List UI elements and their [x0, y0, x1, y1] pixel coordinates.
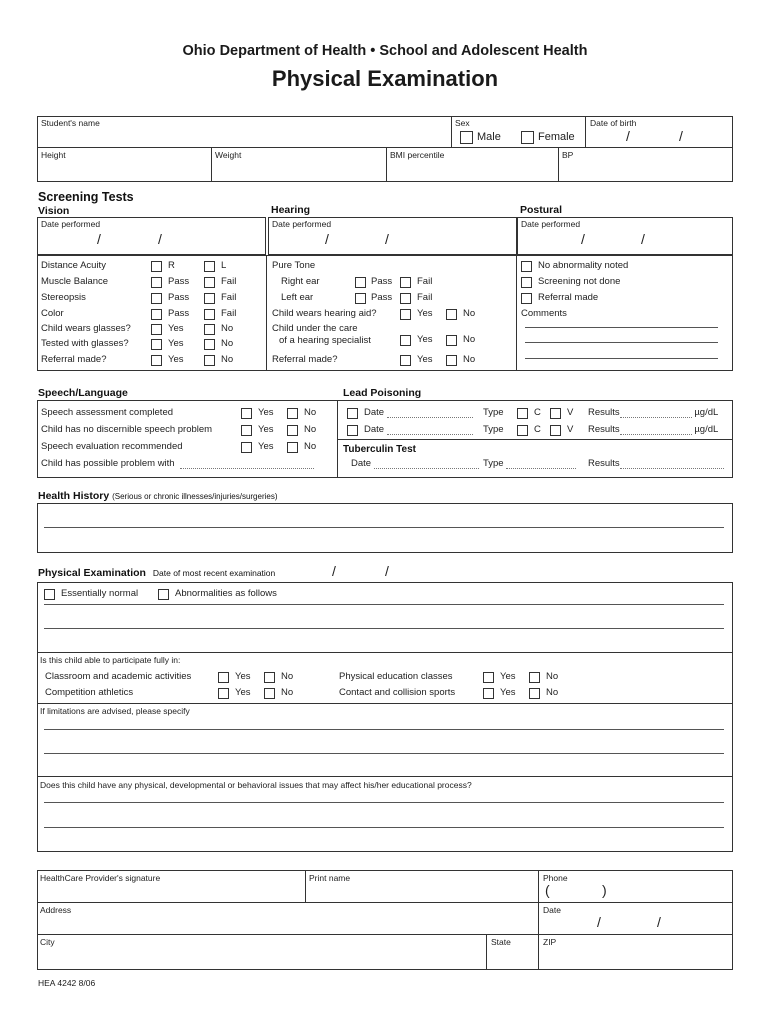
male-label: Male [477, 131, 501, 143]
classroom-yes-checkbox[interactable] [218, 672, 229, 683]
right-ear-label: Right ear [281, 276, 320, 287]
hearing-aid-label: Child wears hearing aid? [272, 308, 377, 319]
participate-label: Is this child able to participate fully in: [40, 655, 181, 665]
vision-row-label: Muscle Balance [41, 276, 109, 287]
provider-date-field[interactable] [542, 916, 730, 932]
vision-row-b-label: No [221, 338, 234, 349]
vision-row-b-label: No [221, 323, 234, 334]
vision-row-b-checkbox[interactable] [204, 309, 215, 320]
abnormalities-checkbox[interactable] [158, 589, 169, 600]
postural-referral-checkbox[interactable] [521, 293, 532, 304]
hearing-referral-yes-checkbox[interactable] [400, 355, 411, 366]
vision-title: Vision [38, 205, 70, 217]
speech-yes-checkbox[interactable] [241, 425, 252, 436]
zip-field[interactable] [542, 948, 730, 968]
lead-results-field[interactable] [620, 417, 692, 418]
abnormalities-line-1[interactable] [44, 604, 724, 605]
tb-title: Tuberculin Test [343, 444, 416, 455]
physical-exam-title: Physical Examination Date of most recent examination [38, 567, 276, 579]
lead-c-label: C [534, 407, 541, 418]
bp-field[interactable] [561, 160, 731, 180]
male-checkbox[interactable] [460, 131, 473, 144]
dob-field[interactable] [588, 128, 730, 145]
classroom-yes-label: Yes [235, 671, 251, 682]
hearing-date-label: Date performed [272, 219, 332, 229]
comments-line-1[interactable] [525, 327, 718, 328]
contact-no-checkbox[interactable] [529, 688, 540, 699]
under-care-yes-label: Yes [417, 334, 433, 345]
health-history-box[interactable] [37, 503, 733, 553]
lead-date-field[interactable] [387, 434, 473, 435]
vision-row-a-label: Pass [168, 308, 190, 319]
tb-type-row: Type [483, 458, 576, 469]
issues-label: Does this child have any physical, developmental or behavioral issues that may affect his/her educational process? [40, 780, 472, 790]
vision-row-a-checkbox[interactable] [151, 355, 162, 366]
lead-date-row: Date [364, 424, 473, 435]
hearing-referral-no-checkbox[interactable] [446, 355, 457, 366]
pe-yes-label: Yes [500, 671, 516, 682]
sex-label: Sex [455, 118, 470, 128]
vision-row-b-label: L [221, 260, 227, 271]
phone-label: Phone [543, 873, 568, 883]
contact-label: Contact and collision sports [339, 687, 456, 698]
vision-row-a-checkbox[interactable] [151, 324, 162, 335]
phone-field[interactable] [542, 884, 730, 900]
vision-row-b-checkbox[interactable] [204, 355, 215, 366]
pe-label: Physical education classes [339, 671, 453, 682]
hearing-title: Hearing [271, 204, 311, 216]
contact-no-label: No [546, 687, 559, 698]
athletics-no-label: No [281, 687, 294, 698]
height-label: Height [41, 150, 66, 160]
essentially-normal-label: Essentially normal [61, 588, 139, 599]
hearing-aid-no-label: No [463, 308, 476, 319]
athletics-yes-checkbox[interactable] [218, 688, 229, 699]
vision-row-label: Referral made? [41, 354, 107, 365]
pe-yes-checkbox[interactable] [483, 672, 494, 683]
vision-row-label: Tested with glasses? [41, 338, 129, 349]
vision-row-label: Stereopsis [41, 292, 86, 303]
lead-date-field[interactable] [387, 417, 473, 418]
right-ear-fail-checkbox[interactable] [400, 277, 411, 288]
lead-v-checkbox[interactable] [550, 425, 561, 436]
lead-results-row: Results µg/dL [588, 407, 719, 418]
bmi-label: BMI percentile [390, 150, 445, 160]
vision-row-b-label: Fail [221, 276, 237, 287]
tb-date-field[interactable] [374, 468, 479, 469]
lead-v-label: V [567, 407, 574, 418]
pe-no-checkbox[interactable] [529, 672, 540, 683]
weight-label: Weight [215, 150, 242, 160]
vision-row-a-label: Yes [168, 354, 184, 365]
screening-not-done-label: Screening not done [538, 276, 621, 287]
left-ear-label: Left ear [281, 292, 314, 303]
form-number: HEA 4242 8/06 [38, 978, 96, 988]
hearing-aid-yes-label: Yes [417, 308, 433, 319]
city-label: City [40, 937, 55, 947]
classroom-label: Classroom and academic activities [45, 671, 192, 682]
lead-c-checkbox[interactable] [517, 408, 528, 419]
left-ear-pass-label: Pass [371, 292, 393, 303]
weight-field[interactable] [214, 160, 383, 180]
vision-row-a-checkbox[interactable] [151, 293, 162, 304]
signature-label: HealthCare Provider's signature [40, 873, 161, 883]
pure-tone-label: Pure Tone [272, 260, 316, 271]
lead-title: Lead Poisoning [343, 387, 422, 399]
health-history-line[interactable] [44, 527, 724, 528]
vision-row-b-label: No [221, 354, 234, 365]
speech-no-label: No [304, 407, 317, 418]
pe-no-label: No [546, 671, 559, 682]
lead-date-row: Date [364, 407, 473, 418]
city-field[interactable] [40, 948, 483, 968]
vision-row-a-label: Yes [168, 323, 184, 334]
speech-row-label: Child has no discernible speech problem [41, 424, 213, 435]
comments-line-3[interactable] [525, 358, 718, 359]
screening-not-done-checkbox[interactable] [521, 277, 532, 288]
no-abnormality-checkbox[interactable] [521, 261, 532, 272]
abnormalities-label: Abnormalities as follows [175, 588, 277, 599]
vision-row-b-checkbox[interactable] [204, 293, 215, 304]
abnormalities-line-2[interactable] [44, 628, 724, 629]
organization-title: Ohio Department of Health • School and Adolescent Health [182, 43, 588, 59]
recent-exam-date-field[interactable] [300, 563, 430, 579]
hearing-referral-no-label: No [463, 354, 476, 365]
signature-field[interactable] [40, 884, 302, 900]
screening-body-box [37, 255, 733, 371]
contact-yes-label: Yes [500, 687, 516, 698]
print-name-label: Print name [309, 873, 351, 883]
under-care-no-label: No [463, 334, 476, 345]
tb-type-field[interactable] [506, 468, 576, 469]
health-history-subtitle: (Serious or chronic illnesses/injuries/surgeries) [112, 492, 278, 501]
vision-row-b-checkbox[interactable] [204, 261, 215, 272]
bp-label: BP [562, 150, 574, 160]
vision-row-a-label: R [168, 260, 175, 271]
lead-v-label: V [567, 424, 574, 435]
female-checkbox[interactable] [521, 131, 534, 144]
hearing-aid-no-checkbox[interactable] [446, 309, 457, 320]
speech-no-checkbox[interactable] [287, 408, 298, 419]
right-ear-pass-label: Pass [371, 276, 393, 287]
under-care-label-1: Child under the care [272, 323, 358, 334]
left-ear-fail-label: Fail [417, 292, 433, 303]
tb-date-row: Date [351, 458, 479, 469]
right-ear-fail-label: Fail [417, 276, 433, 287]
state-field[interactable] [489, 948, 535, 968]
health-history-title: Health History (Serious or chronic illnesses/injuries/surgeries) [38, 490, 278, 502]
speech-no-checkbox[interactable] [287, 425, 298, 436]
postural-title: Postural [520, 204, 563, 216]
speech-yes-checkbox[interactable] [241, 408, 252, 419]
vision-row-b-checkbox[interactable] [204, 324, 215, 335]
physical-exam-box [37, 582, 733, 852]
vision-row-label: Child wears glasses? [41, 323, 131, 334]
lead-date-checkbox[interactable] [347, 408, 358, 419]
lead-v-checkbox[interactable] [550, 408, 561, 419]
vision-row-a-label: Yes [168, 338, 184, 349]
vision-row-label: Color [41, 308, 64, 319]
limitations-line-2[interactable] [44, 753, 724, 754]
bmi-field[interactable] [389, 160, 555, 180]
vision-row-b-checkbox[interactable] [204, 339, 215, 350]
print-name-field[interactable] [308, 884, 535, 900]
postural-referral-label: Referral made [538, 292, 599, 303]
issues-line-1[interactable] [44, 802, 724, 803]
vision-row-b-checkbox[interactable] [204, 277, 215, 288]
vision-date-label: Date performed [41, 219, 101, 229]
speech-row-label: Speech assessment completed [41, 407, 174, 418]
limitations-label: If limitations are advised, please specify [40, 706, 190, 716]
essentially-normal-checkbox[interactable] [44, 589, 55, 600]
left-ear-fail-checkbox[interactable] [400, 293, 411, 304]
female-label: Female [538, 131, 575, 143]
under-care-label-2: of a hearing specialist [279, 335, 371, 346]
state-label: State [491, 937, 511, 947]
athletics-yes-label: Yes [235, 687, 251, 698]
vision-row-b-label: Fail [221, 308, 237, 319]
comments-label: Comments [521, 308, 567, 319]
contact-yes-checkbox[interactable] [483, 688, 494, 699]
vision-row-a-label: Pass [168, 292, 190, 303]
tb-results-field[interactable] [620, 468, 724, 469]
vision-row-a-checkbox[interactable] [151, 339, 162, 350]
page-title: Physical Examination [271, 66, 499, 91]
student-name-field[interactable] [40, 128, 448, 145]
student-name-label: Student's name [41, 118, 100, 128]
recent-exam-label: Date of most recent examination [152, 568, 276, 578]
vision-row-b-label: Fail [221, 292, 237, 303]
speech-yes-label: Yes [258, 441, 274, 452]
lead-c-checkbox[interactable] [517, 425, 528, 436]
speech-no-label: No [304, 424, 317, 435]
classroom-no-label: No [281, 671, 294, 682]
hearing-referral-yes-label: Yes [417, 354, 433, 365]
comments-line-2[interactable] [525, 342, 718, 343]
under-care-yes-checkbox[interactable] [400, 335, 411, 346]
classroom-no-checkbox[interactable] [264, 672, 275, 683]
no-abnormality-label: No abnormality noted [538, 260, 629, 271]
postural-date-label: Date performed [521, 219, 581, 229]
screening-tests-title: Screening Tests [38, 190, 134, 204]
lead-c-label: C [534, 424, 541, 435]
vision-row-a-checkbox[interactable] [151, 261, 162, 272]
address-field[interactable] [40, 916, 535, 932]
speech-yes-label: Yes [258, 407, 274, 418]
speech-yes-label: Yes [258, 424, 274, 435]
athletics-label: Competition athletics [45, 687, 134, 698]
issues-line-2[interactable] [44, 827, 724, 828]
lead-results-row: Results µg/dL [588, 424, 719, 435]
right-ear-pass-checkbox[interactable] [355, 277, 366, 288]
possible-problem-label: Child has possible problem with [41, 458, 314, 469]
zip-label: ZIP [543, 937, 557, 947]
vision-row-a-label: Pass [168, 276, 190, 287]
vision-row-label: Distance Acuity [41, 260, 106, 271]
speech-title: Speech/Language [38, 387, 128, 399]
speech-row-label: Speech evaluation recommended [41, 441, 183, 452]
lead-date-checkbox[interactable] [347, 425, 358, 436]
lead-type-label: Type [483, 424, 504, 435]
possible-problem-field[interactable] [180, 468, 314, 469]
hearing-referral-label: Referral made? [272, 354, 338, 365]
tb-results-row: Results [588, 458, 724, 469]
lead-type-label: Type [483, 407, 504, 418]
left-ear-pass-checkbox[interactable] [355, 293, 366, 304]
height-field[interactable] [40, 160, 208, 180]
lead-results-field[interactable] [620, 434, 692, 435]
limitations-line-1[interactable] [44, 729, 724, 730]
dob-label: Date of birth [590, 118, 637, 128]
date-label: Date [543, 905, 561, 915]
vision-row-a-checkbox[interactable] [151, 277, 162, 288]
vision-row-a-checkbox[interactable] [151, 309, 162, 320]
under-care-no-checkbox[interactable] [446, 335, 457, 346]
athletics-no-checkbox[interactable] [264, 688, 275, 699]
speech-no-label: No [304, 441, 317, 452]
address-label: Address [40, 905, 72, 915]
speech-yes-checkbox[interactable] [241, 442, 252, 453]
speech-no-checkbox[interactable] [287, 442, 298, 453]
hearing-aid-yes-checkbox[interactable] [400, 309, 411, 320]
